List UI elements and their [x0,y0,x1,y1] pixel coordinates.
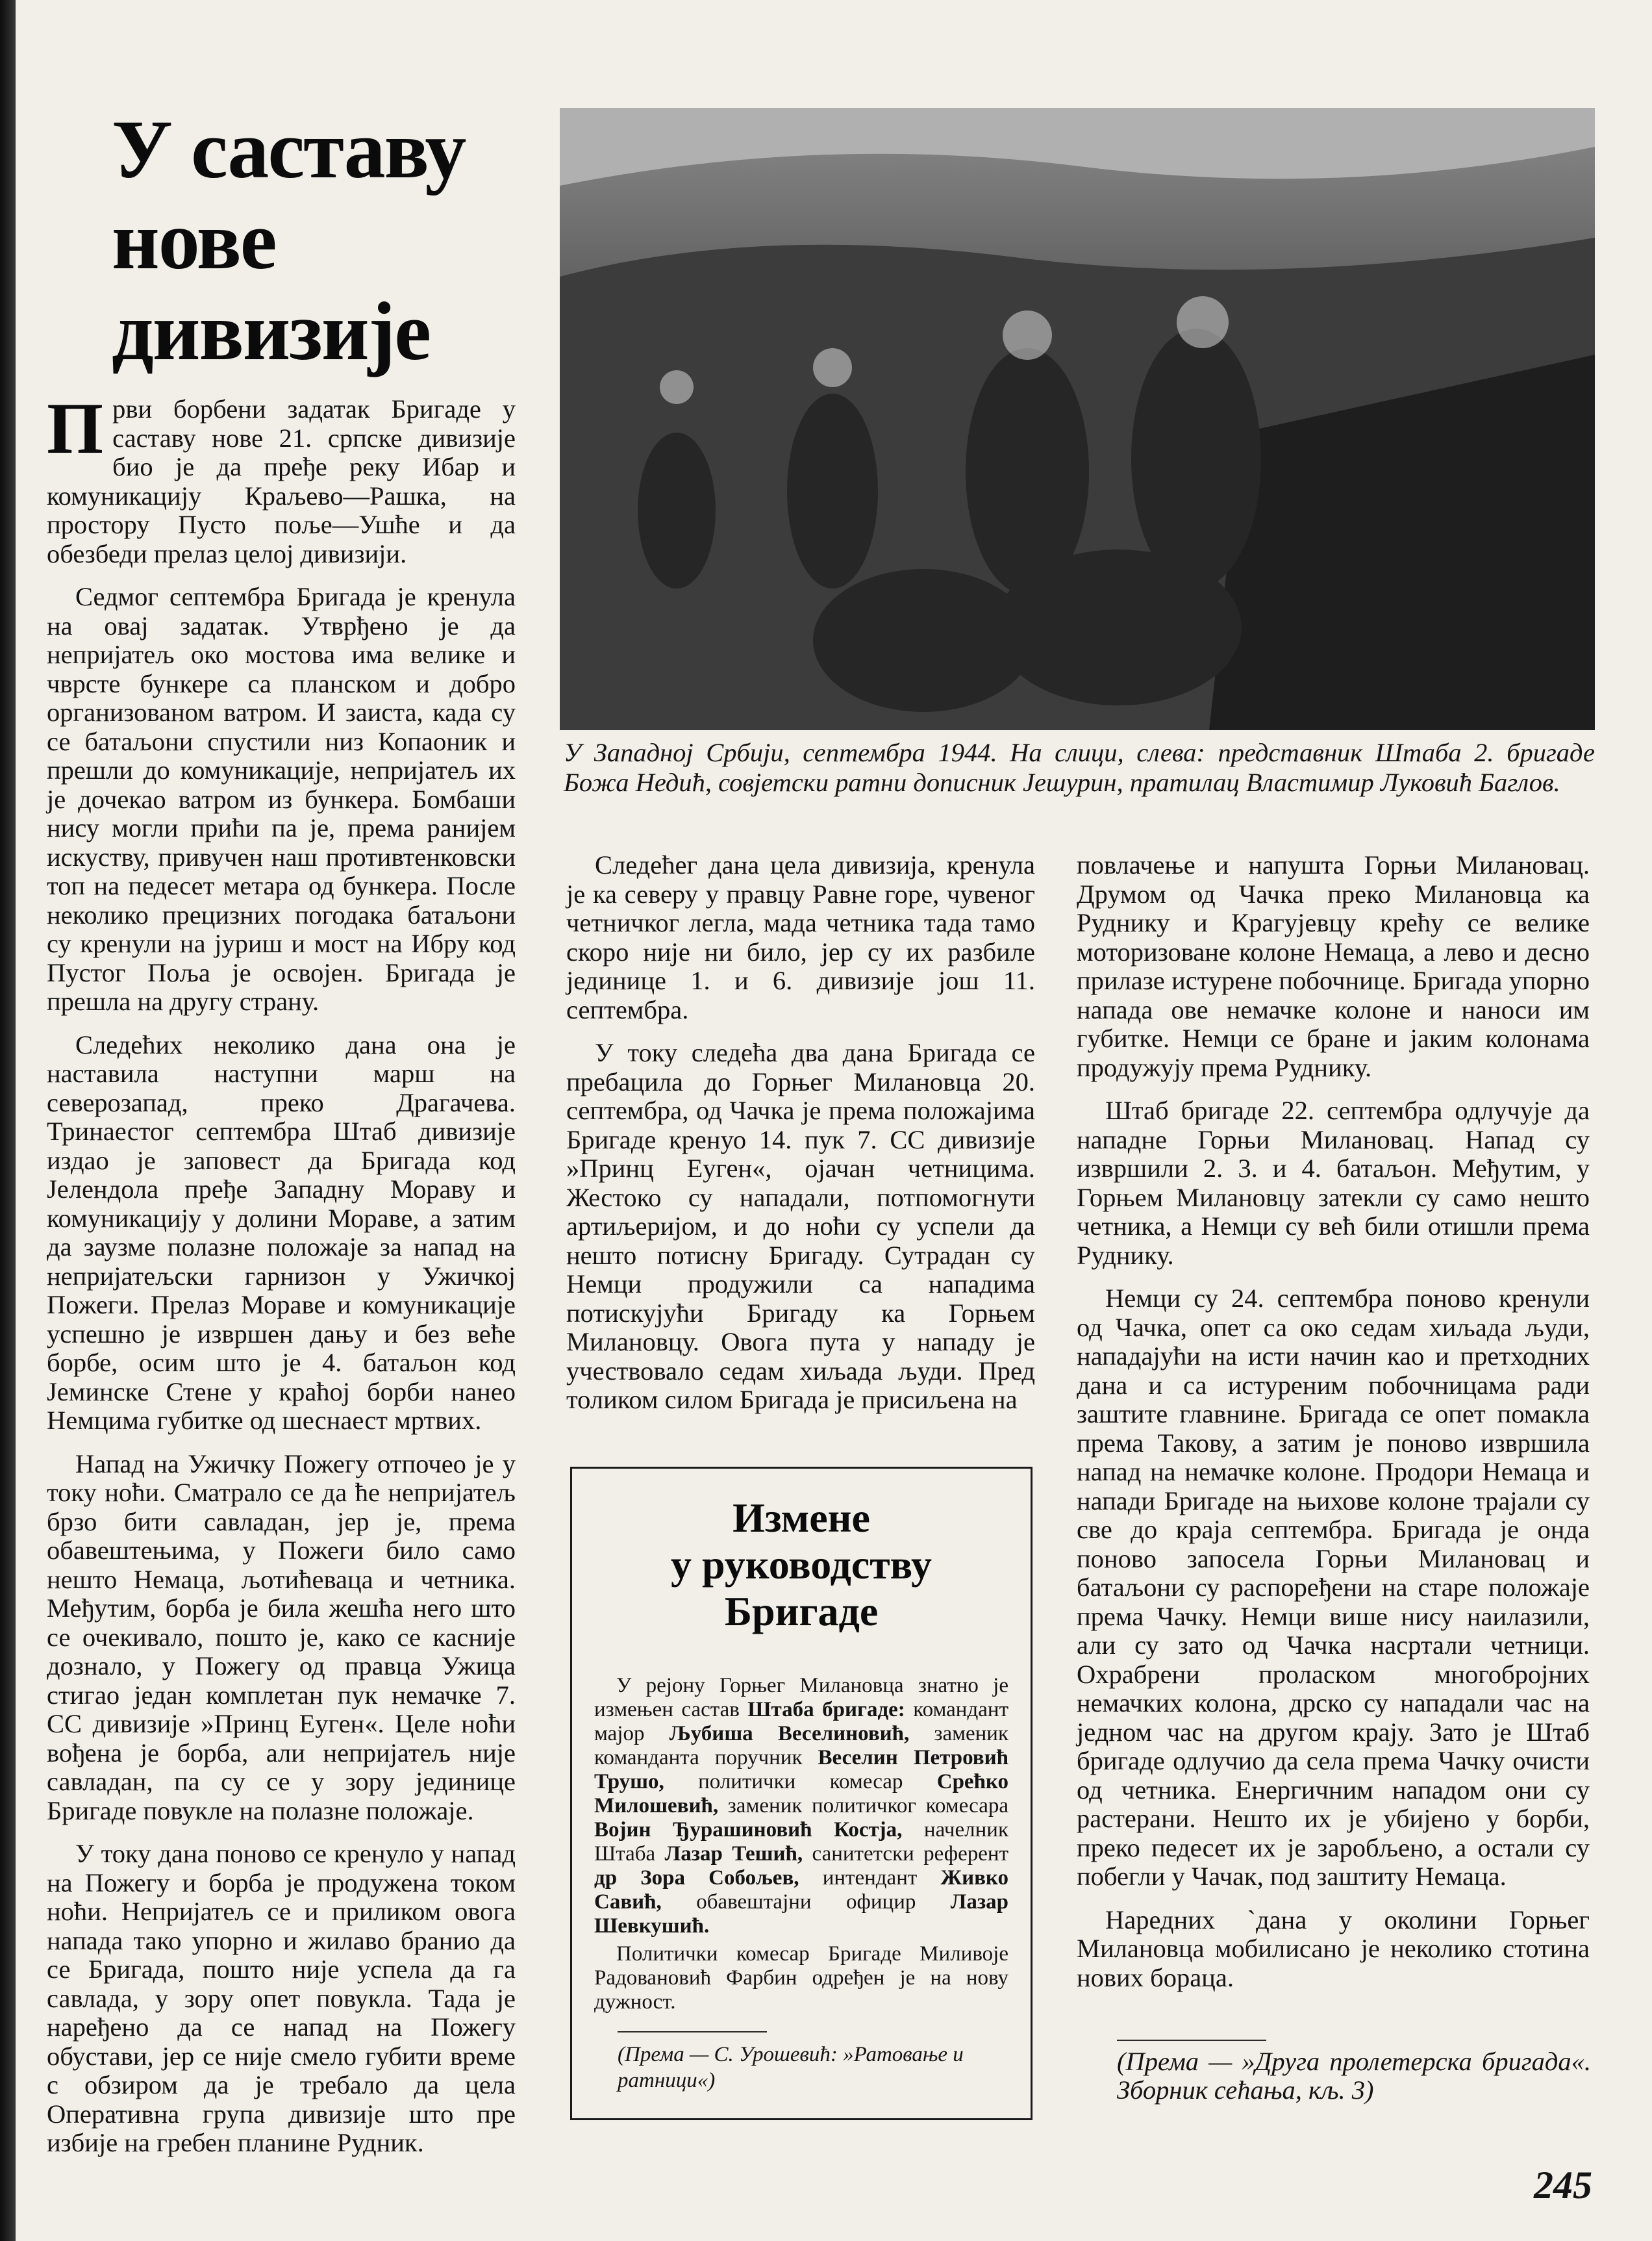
paragraph-1-text: рви борбени задатак Бригаде у саставу нове 21. српске дивизије био је да пређе реку Ибар и комуникацију Краљево—Рашка, на простору Пусто поље—Ушће и да обезбеди прелаз целој дивизији. [47,394,516,568]
page-number: 245 [1534,2164,1592,2207]
sidebar-text: У рејону Горњег Милановца знатно је измењен састав [594,1674,1008,1721]
drop-cap: П [47,388,104,469]
column-3 [1077,851,1590,2007]
paragraph-8: повлачење и напушта Горњи Милановац. Друмом од Чачка преко Милановца ка Руднику и Крагујевцу крећу се велике моторизоване колоне Немаца, а лево и десно прилазе истурене побочнице. Бригада упорно напада ове немачке колоне и наноси им губитке. Немци се бране и јаким колонама продужују према Руднику. [1077,850,1590,1082]
sidebar-text: обавештајни официр [661,1890,951,1914]
paragraph-6: Следећег дана цела дивизија, кренула је ка северу у правцу Равне горе, чувеног четничког легла, мада четника тада тамо скоро није ни било, јер су их разбиле јединице 1. и 6. дивизије још 11. септембра. [566,850,1035,1024]
sidebar-text: командант мајор [594,1698,1008,1745]
sidebar-body [594,1674,1008,2014]
paragraph-10: Немци су 24. септембра поново кренули од Чачка, опет са око седам хиљада људи, нападајући на исти начин као и претходних дана и са истуреним побочницама ради заштите главнине. Бригада се опет помакла према Такову, а затим је поново извршила напад на немачке колоне. Продори Немаца и напади Бригаде на њихове колоне трајали су све до краја септембра. Бригада је онда поново запосела Горњи Милановац и батаљони су распоређени на старе положаје према Чачку. Немци више нису наилазили, али су зато од Чачка насртали четници. Охрабрени проласком многобројних немачких колона, дрско су нападали час на једном час на другом крају. Зато је Штаб бригаде одлучио да села према Чачку очисти од четника. Енергичним нападом они су растерани. Нешто их је убијено у борби, преко педесет их је заробљено, а остали су побегли у Чачак, под заштиту Немаца. [1077,1284,1590,1891]
sidebar-paragraph-2: Политички комесар Бригаде Миливоје Радовановић Фарбин одређен је на нову дужност. [594,1942,1008,2014]
sidebar-text: заменик политичког комесара [718,1794,1008,1817]
historical-photo [560,108,1595,730]
sidebar-box [570,1467,1032,2120]
title-line-3: дивизије [112,285,430,377]
title-line-2: нове [112,194,276,286]
sidebar-title-line-2: у руководству [670,1541,932,1588]
sidebar-bold-text: др Зора Собољев, [594,1866,799,1890]
paragraph-3: Следећих неколико дана она је наставила наступни марш на северозапад, преко Драгачева. Тринаестог септембра Штаб дивизије издао је заповест да Бригада код Јелендола пређе Западну Мораву и комуникацију у долини Мораве, а затим да заузме полазне положаје за напад на непријатељски гарнизон у Ужичкој Пожеги. Прелаз Мораве и комуникације успешно је извршен дању и без веће борбе, осим што је 4. батаљон код Јеминске Стене у краћој борби нанео Немцима губитке од шеснаест мртвих. [47,1030,516,1435]
sidebar-bold-text: Лазар Тешић, [664,1842,803,1866]
sidebar-paragraph-1 [594,1674,1008,1938]
paragraph-5: У току дана поново се кренуло у напад на Пожегу и борба је продужена током ноћи. Непријатељ се и приликом овога напада тако упорно и жилаво бранио да се Бригада, пошто није успела да га савлада, у зору опет повукла. Тада је наређено да се напад на Пожегу обустави, јер се није смело губити време с обзиром да је требало да цела Оперативна група дивизије што пре избије на гребен планине Рудник. [47,1839,516,2157]
column-3-source: (Према — »Друга пролетерска бригада«. Зборник сећања, кљ. 3) [1117,2047,1591,2105]
article-title [112,104,527,377]
sidebar-bold-text: Срећко Милошевић, [594,1770,1008,1817]
title-line-1: У саставу [112,103,466,196]
paragraph-4: Напад на Ужичку Пожегу отпочео је у току ноћи. Сматрало се да ће непријатељ брзо бити савладан, јер је, према обавештењима, у Пожеги било само нешто Немаца, љотићеваца и четника. Међутим, борба је била жешћа него што се очекивало, пошто је, како се касније дознало, у Пожегу од правца Ужица стигао један комплетан пук немачке 7. СС дивизије »Принц Еуген«. Целе ноћи вођена је борба, али непријатељ није савладан, па су се у зору јединице Бригаде повукле на полазне положаје. [47,1449,516,1825]
column-1 [47,388,516,2172]
sidebar-bold-text: Лазар Шевкушић. [594,1890,1008,1938]
sidebar-bold-text: Љубиша Веселиновић, [669,1722,910,1745]
paragraph-11: Наредних `дана у околини Горњег Милановца мобилисано је неколико стотина нових бораца. [1077,1905,1590,1992]
sidebar-bold-text: Живко Савић, [594,1866,1008,1914]
paragraph-1 [47,388,516,568]
sidebar-text: политички комесар [664,1770,937,1793]
sidebar-title [594,1495,1008,1635]
sidebar-bold-text: Веселин Петровић Трушо, [594,1746,1008,1793]
sidebar-source: (Према — С. Урошевић: »Ратовање и ратници«) [618,2043,964,2092]
sidebar-bold-text: Војин Ђурашиновић Костја, [594,1818,903,1842]
sidebar-bold-text: Штаба бригаде: [747,1698,905,1721]
photo-caption: У Западној Србији, септембра 1944. На слици, слева: представник Штаба 2. бригаде Божа Недић, совјетски ратни дописник Јешурин, пратилац Властимир Луковић Баглов. [564,738,1595,797]
paragraph-7: У току следећа два дана Бригада се пребацила до Горњег Милановца 20. септембра, од Чачка је према положајима Бригаде кренуо 14. пук 7. СС дивизије »Принц Еуген«, ојачан четницима. Жестоко су нападали, потпомогнути артиљеријом, и до ноћи су успели да нешто потисну Бригаду. Сутрадан су Немци продужили са нападима потискујући Бригаду ка Горњем Милановцу. Овога пута у нападу је учествовало седам хиљада људи. Пред толиком силом Бригада је присиљена на [566,1038,1035,1414]
sidebar-text: начелник Штаба [594,1818,1008,1866]
sidebar-text: интендант [799,1866,941,1890]
source-rule [1117,2040,1266,2041]
sidebar-title-line-3: Бригаде [724,1588,879,1634]
paragraph-2: Седмог септембра Бригада је кренула на овај задатак. Утврђено је да непријатељ око мостова има велике и чврсте бункере са планском и добро организованом ватром. И заиста, када су се батаљони спустили низ Копаоник и прешли до комуникације, непријатељ их је дочекао ватром из бункера. Бомбаши нису могли прићи па је, према ранијем искуству, привучен наш противтенковски топ на педесет метара од бункера. После неколико прецизних погодака батаљони су кренули на јуриш и мост на Ибру код Пустог Поља је освојен. Бригада је прешла на другу страну. [47,582,516,1016]
page-edge [0,0,16,2241]
sidebar-text: санитетски референт [803,1842,1008,1866]
sidebar-text: заменик команданта поручник [594,1722,1008,1769]
photo-illustration [560,108,1595,730]
column-2 [566,851,1035,1429]
paragraph-9: Штаб бригаде 22. септембра одлучује да нападне Горњи Милановац. Напад су извршили 2. 3. и 4. батаљон. Међутим, у Горњем Милановцу затекли су само нешто четника, а Немци су већ били отишли према Руднику. [1077,1096,1590,1270]
sidebar-title-line-1: Измене [732,1495,870,1541]
sidebar-source-rule [618,2031,767,2032]
